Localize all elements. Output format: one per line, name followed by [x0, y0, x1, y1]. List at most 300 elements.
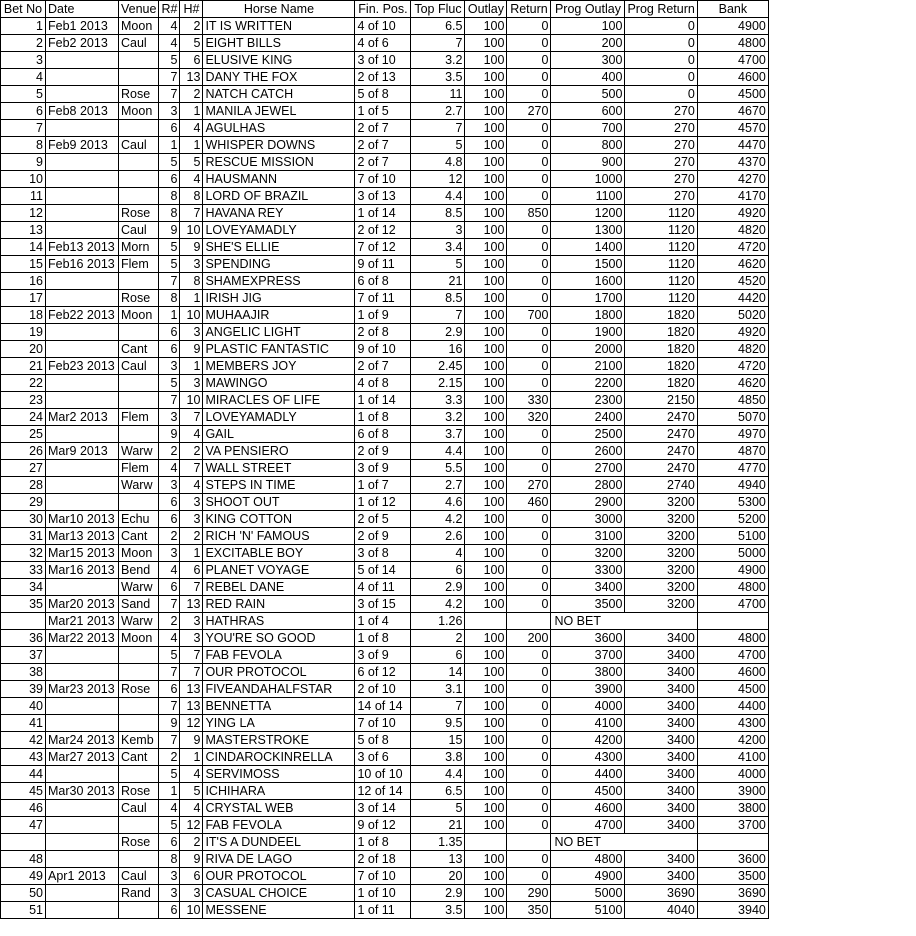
prog-return-cell[interactable]: 1120 [625, 222, 697, 239]
horse-name-cell[interactable]: RED RAIN [203, 596, 355, 613]
finish-position-cell[interactable]: 2 of 10 [355, 681, 411, 698]
bank-cell[interactable]: 3800 [697, 800, 768, 817]
prog-outlay-cell[interactable]: 4200 [551, 732, 625, 749]
horse-number-cell[interactable]: 7 [180, 664, 203, 681]
return-cell[interactable]: 700 [507, 307, 551, 324]
top-fluc-cell[interactable]: 4.2 [411, 596, 465, 613]
prog-outlay-cell[interactable]: 1500 [551, 256, 625, 273]
return-cell[interactable]: 0 [507, 222, 551, 239]
prog-return-cell[interactable]: 3400 [625, 817, 697, 834]
venue-cell[interactable]: Flem [119, 409, 159, 426]
prog-return-cell[interactable]: 270 [625, 154, 697, 171]
horse-name-cell[interactable]: IT IS WRITTEN [203, 18, 355, 35]
return-cell[interactable]: 0 [507, 443, 551, 460]
venue-cell[interactable]: Rose [119, 205, 159, 222]
race-number-cell[interactable]: 2 [159, 613, 180, 630]
top-fluc-cell[interactable]: 2.6 [411, 528, 465, 545]
bank-cell[interactable]: 3900 [697, 783, 768, 800]
outlay-cell[interactable]: 100 [465, 460, 507, 477]
prog-outlay-cell[interactable]: 900 [551, 154, 625, 171]
outlay-cell[interactable]: 100 [465, 715, 507, 732]
bet-no-cell[interactable]: 39 [1, 681, 46, 698]
race-number-cell[interactable]: 9 [159, 222, 180, 239]
horse-name-cell[interactable]: LORD OF BRAZIL [203, 188, 355, 205]
bank-cell[interactable]: 4300 [697, 715, 768, 732]
horse-name-cell[interactable]: HAVANA REY [203, 205, 355, 222]
bank-cell[interactable]: 4520 [697, 273, 768, 290]
finish-position-cell[interactable]: 2 of 7 [355, 154, 411, 171]
prog-outlay-cell[interactable]: 700 [551, 120, 625, 137]
prog-return-cell[interactable]: 3400 [625, 681, 697, 698]
date-cell[interactable]: Feb23 2013 [46, 358, 119, 375]
top-fluc-cell[interactable]: 4.2 [411, 511, 465, 528]
bet-no-cell[interactable]: 19 [1, 324, 46, 341]
return-cell[interactable]: 350 [507, 902, 551, 919]
horse-number-cell[interactable]: 12 [180, 715, 203, 732]
horse-number-cell[interactable]: 7 [180, 460, 203, 477]
venue-cell[interactable] [119, 52, 159, 69]
finish-position-cell[interactable]: 2 of 7 [355, 358, 411, 375]
prog-return-cell[interactable]: 3200 [625, 579, 697, 596]
date-cell[interactable] [46, 324, 119, 341]
bank-cell[interactable]: 3700 [697, 817, 768, 834]
header-bet-no[interactable]: Bet No [1, 1, 46, 18]
prog-return-cell[interactable]: 1820 [625, 324, 697, 341]
bet-no-cell[interactable] [1, 834, 46, 851]
bet-no-cell[interactable]: 7 [1, 120, 46, 137]
bet-no-cell[interactable]: 26 [1, 443, 46, 460]
prog-return-cell[interactable]: 3200 [625, 562, 697, 579]
venue-cell[interactable]: Bend [119, 562, 159, 579]
return-cell[interactable]: 0 [507, 69, 551, 86]
prog-return-cell[interactable]: 270 [625, 120, 697, 137]
return-cell[interactable]: 0 [507, 698, 551, 715]
bet-no-cell[interactable]: 36 [1, 630, 46, 647]
prog-outlay-cell[interactable]: 1800 [551, 307, 625, 324]
top-fluc-cell[interactable]: 4.6 [411, 494, 465, 511]
bet-no-cell[interactable]: 49 [1, 868, 46, 885]
return-cell[interactable]: 0 [507, 732, 551, 749]
prog-outlay-cell[interactable]: 2300 [551, 392, 625, 409]
race-number-cell[interactable]: 7 [159, 698, 180, 715]
top-fluc-cell[interactable]: 7 [411, 120, 465, 137]
bank-cell[interactable]: 4920 [697, 324, 768, 341]
bank-cell[interactable]: 4570 [697, 120, 768, 137]
prog-outlay-cell[interactable]: 4100 [551, 715, 625, 732]
bet-no-cell[interactable]: 27 [1, 460, 46, 477]
race-number-cell[interactable]: 6 [159, 494, 180, 511]
finish-position-cell[interactable]: 1 of 8 [355, 409, 411, 426]
date-cell[interactable] [46, 834, 119, 851]
bet-no-cell[interactable]: 20 [1, 341, 46, 358]
venue-cell[interactable] [119, 698, 159, 715]
header-outlay[interactable]: Outlay [465, 1, 507, 18]
finish-position-cell[interactable]: 1 of 12 [355, 494, 411, 511]
horse-number-cell[interactable]: 1 [180, 103, 203, 120]
venue-cell[interactable] [119, 188, 159, 205]
race-number-cell[interactable]: 8 [159, 290, 180, 307]
venue-cell[interactable] [119, 426, 159, 443]
race-number-cell[interactable]: 7 [159, 596, 180, 613]
bank-cell[interactable]: 4700 [697, 52, 768, 69]
prog-return-cell[interactable]: 1120 [625, 290, 697, 307]
horse-number-cell[interactable]: 4 [180, 426, 203, 443]
horse-name-cell[interactable]: FAB FEVOLA [203, 817, 355, 834]
bank-cell[interactable]: 5200 [697, 511, 768, 528]
race-number-cell[interactable]: 7 [159, 664, 180, 681]
bet-no-cell[interactable]: 13 [1, 222, 46, 239]
horse-number-cell[interactable]: 9 [180, 341, 203, 358]
header-race-number[interactable]: R# [159, 1, 180, 18]
bet-no-cell[interactable]: 9 [1, 154, 46, 171]
horse-number-cell[interactable]: 7 [180, 409, 203, 426]
top-fluc-cell[interactable]: 1.35 [411, 834, 465, 851]
race-number-cell[interactable]: 5 [159, 52, 180, 69]
race-number-cell[interactable]: 5 [159, 256, 180, 273]
finish-position-cell[interactable]: 1 of 7 [355, 477, 411, 494]
race-number-cell[interactable]: 8 [159, 188, 180, 205]
horse-name-cell[interactable]: WHISPER DOWNS [203, 137, 355, 154]
finish-position-cell[interactable]: 3 of 8 [355, 545, 411, 562]
top-fluc-cell[interactable]: 2.9 [411, 324, 465, 341]
bet-no-cell[interactable]: 12 [1, 205, 46, 222]
top-fluc-cell[interactable]: 12 [411, 171, 465, 188]
prog-outlay-cell[interactable]: 300 [551, 52, 625, 69]
prog-return-cell[interactable]: 270 [625, 103, 697, 120]
horse-name-cell[interactable]: MEMBERS JOY [203, 358, 355, 375]
finish-position-cell[interactable]: 2 of 5 [355, 511, 411, 528]
top-fluc-cell[interactable]: 6.5 [411, 783, 465, 800]
race-number-cell[interactable]: 3 [159, 103, 180, 120]
venue-cell[interactable] [119, 324, 159, 341]
horse-name-cell[interactable]: OUR PROTOCOL [203, 664, 355, 681]
outlay-cell[interactable]: 100 [465, 69, 507, 86]
bet-no-cell[interactable]: 35 [1, 596, 46, 613]
bet-no-cell[interactable] [1, 613, 46, 630]
race-number-cell[interactable]: 4 [159, 18, 180, 35]
outlay-cell[interactable]: 100 [465, 52, 507, 69]
race-number-cell[interactable]: 4 [159, 35, 180, 52]
bet-no-cell[interactable]: 14 [1, 239, 46, 256]
horse-name-cell[interactable]: HATHRAS [203, 613, 355, 630]
outlay-cell[interactable]: 100 [465, 664, 507, 681]
prog-outlay-cell[interactable]: 3100 [551, 528, 625, 545]
venue-cell[interactable]: Warw [119, 477, 159, 494]
prog-return-cell[interactable]: 3400 [625, 783, 697, 800]
outlay-cell[interactable]: 100 [465, 35, 507, 52]
race-number-cell[interactable]: 7 [159, 392, 180, 409]
horse-number-cell[interactable]: 2 [180, 18, 203, 35]
return-cell[interactable]: 200 [507, 630, 551, 647]
bank-cell[interactable]: 5000 [697, 545, 768, 562]
date-cell[interactable] [46, 222, 119, 239]
top-fluc-cell[interactable]: 5 [411, 256, 465, 273]
horse-number-cell[interactable]: 2 [180, 86, 203, 103]
venue-cell[interactable]: Rand [119, 885, 159, 902]
return-cell[interactable]: 0 [507, 766, 551, 783]
race-number-cell[interactable]: 8 [159, 851, 180, 868]
return-cell[interactable]: 0 [507, 460, 551, 477]
race-number-cell[interactable]: 6 [159, 324, 180, 341]
bet-no-cell[interactable]: 2 [1, 35, 46, 52]
date-cell[interactable]: Feb9 2013 [46, 137, 119, 154]
race-number-cell[interactable]: 6 [159, 511, 180, 528]
bet-no-cell[interactable]: 8 [1, 137, 46, 154]
race-number-cell[interactable]: 9 [159, 426, 180, 443]
bet-no-cell[interactable]: 31 [1, 528, 46, 545]
finish-position-cell[interactable]: 10 of 10 [355, 766, 411, 783]
venue-cell[interactable]: Rose [119, 783, 159, 800]
horse-number-cell[interactable]: 2 [180, 528, 203, 545]
horse-number-cell[interactable]: 6 [180, 868, 203, 885]
date-cell[interactable]: Mar20 2013 [46, 596, 119, 613]
horse-number-cell[interactable]: 13 [180, 596, 203, 613]
horse-name-cell[interactable]: SHOOT OUT [203, 494, 355, 511]
prog-outlay-cell[interactable]: 1600 [551, 273, 625, 290]
bank-cell[interactable]: 3500 [697, 868, 768, 885]
outlay-cell[interactable]: 100 [465, 681, 507, 698]
outlay-cell[interactable]: 100 [465, 902, 507, 919]
top-fluc-cell[interactable]: 5 [411, 800, 465, 817]
horse-name-cell[interactable]: MESSENE [203, 902, 355, 919]
horse-name-cell[interactable]: RESCUE MISSION [203, 154, 355, 171]
prog-outlay-cell[interactable]: 3200 [551, 545, 625, 562]
return-cell[interactable]: 0 [507, 562, 551, 579]
race-number-cell[interactable]: 6 [159, 902, 180, 919]
finish-position-cell[interactable]: 4 of 8 [355, 375, 411, 392]
bank-cell[interactable] [697, 834, 768, 851]
prog-return-cell[interactable]: 3400 [625, 766, 697, 783]
venue-cell[interactable]: Rose [119, 86, 159, 103]
date-cell[interactable] [46, 290, 119, 307]
horse-number-cell[interactable]: 3 [180, 630, 203, 647]
bank-cell[interactable]: 4940 [697, 477, 768, 494]
race-number-cell[interactable]: 1 [159, 783, 180, 800]
date-cell[interactable]: Mar30 2013 [46, 783, 119, 800]
race-number-cell[interactable]: 1 [159, 137, 180, 154]
header-horse-number[interactable]: H# [180, 1, 203, 18]
prog-return-cell[interactable]: 1820 [625, 375, 697, 392]
top-fluc-cell[interactable]: 3.5 [411, 69, 465, 86]
return-cell[interactable]: 0 [507, 545, 551, 562]
finish-position-cell[interactable]: 7 of 11 [355, 290, 411, 307]
top-fluc-cell[interactable]: 9.5 [411, 715, 465, 732]
date-cell[interactable] [46, 800, 119, 817]
prog-outlay-cell[interactable]: 3900 [551, 681, 625, 698]
horse-number-cell[interactable]: 8 [180, 273, 203, 290]
date-cell[interactable] [46, 885, 119, 902]
bank-cell[interactable]: 4820 [697, 222, 768, 239]
race-number-cell[interactable]: 6 [159, 834, 180, 851]
race-number-cell[interactable]: 6 [159, 120, 180, 137]
date-cell[interactable]: Mar22 2013 [46, 630, 119, 647]
bank-cell[interactable]: 4000 [697, 766, 768, 783]
top-fluc-cell[interactable]: 3.5 [411, 902, 465, 919]
prog-return-cell[interactable]: 0 [625, 35, 697, 52]
finish-position-cell[interactable]: 14 of 14 [355, 698, 411, 715]
horse-name-cell[interactable]: STEPS IN TIME [203, 477, 355, 494]
top-fluc-cell[interactable]: 16 [411, 341, 465, 358]
header-horse-name[interactable]: Horse Name [203, 1, 355, 18]
date-cell[interactable] [46, 86, 119, 103]
finish-position-cell[interactable]: 7 of 10 [355, 868, 411, 885]
venue-cell[interactable]: Rose [119, 834, 159, 851]
bet-no-cell[interactable]: 29 [1, 494, 46, 511]
return-cell[interactable]: 0 [507, 664, 551, 681]
bet-no-cell[interactable]: 4 [1, 69, 46, 86]
return-cell[interactable]: 0 [507, 749, 551, 766]
top-fluc-cell[interactable]: 5 [411, 137, 465, 154]
prog-return-cell[interactable]: 1120 [625, 239, 697, 256]
finish-position-cell[interactable]: 5 of 8 [355, 86, 411, 103]
outlay-cell[interactable]: 100 [465, 494, 507, 511]
prog-outlay-cell[interactable]: 3700 [551, 647, 625, 664]
bank-cell[interactable]: 4400 [697, 698, 768, 715]
race-number-cell[interactable]: 5 [159, 154, 180, 171]
date-cell[interactable] [46, 766, 119, 783]
horse-name-cell[interactable]: IT'S A DUNDEEL [203, 834, 355, 851]
top-fluc-cell[interactable]: 3.4 [411, 239, 465, 256]
race-number-cell[interactable]: 5 [159, 239, 180, 256]
prog-outlay-cell[interactable]: 100 [551, 18, 625, 35]
finish-position-cell[interactable]: 7 of 10 [355, 171, 411, 188]
outlay-cell[interactable]: 100 [465, 698, 507, 715]
horse-number-cell[interactable]: 10 [180, 902, 203, 919]
outlay-cell[interactable]: 100 [465, 647, 507, 664]
prog-return-cell[interactable]: 3200 [625, 511, 697, 528]
bet-no-cell[interactable]: 47 [1, 817, 46, 834]
return-cell[interactable]: 0 [507, 86, 551, 103]
date-cell[interactable]: Mar21 2013 [46, 613, 119, 630]
date-cell[interactable] [46, 341, 119, 358]
header-prog-return[interactable]: Prog Return [625, 1, 697, 18]
date-cell[interactable]: Mar24 2013 [46, 732, 119, 749]
bank-cell[interactable]: 4700 [697, 647, 768, 664]
outlay-cell[interactable]: 100 [465, 545, 507, 562]
venue-cell[interactable] [119, 715, 159, 732]
bank-cell[interactable]: 3940 [697, 902, 768, 919]
top-fluc-cell[interactable]: 4.4 [411, 766, 465, 783]
return-cell[interactable]: 0 [507, 358, 551, 375]
prog-outlay-cell[interactable]: 400 [551, 69, 625, 86]
horse-number-cell[interactable]: 2 [180, 834, 203, 851]
return-cell[interactable]: 0 [507, 426, 551, 443]
return-cell[interactable]: 0 [507, 273, 551, 290]
horse-name-cell[interactable]: GAIL [203, 426, 355, 443]
race-number-cell[interactable]: 3 [159, 477, 180, 494]
outlay-cell[interactable]: 100 [465, 511, 507, 528]
horse-name-cell[interactable]: MAWINGO [203, 375, 355, 392]
venue-cell[interactable]: Caul [119, 868, 159, 885]
horse-name-cell[interactable]: EIGHT BILLS [203, 35, 355, 52]
bank-cell[interactable]: 4920 [697, 205, 768, 222]
venue-cell[interactable]: Moon [119, 545, 159, 562]
outlay-cell[interactable]: 100 [465, 103, 507, 120]
top-fluc-cell[interactable]: 3.8 [411, 749, 465, 766]
bet-no-cell[interactable]: 6 [1, 103, 46, 120]
prog-outlay-cell[interactable]: 1900 [551, 324, 625, 341]
horse-number-cell[interactable]: 9 [180, 851, 203, 868]
finish-position-cell[interactable]: 1 of 5 [355, 103, 411, 120]
outlay-cell[interactable]: 100 [465, 137, 507, 154]
bet-no-cell[interactable]: 28 [1, 477, 46, 494]
top-fluc-cell[interactable]: 2.45 [411, 358, 465, 375]
prog-outlay-cell[interactable]: 1700 [551, 290, 625, 307]
horse-number-cell[interactable]: 6 [180, 52, 203, 69]
bank-cell[interactable]: 4270 [697, 171, 768, 188]
date-cell[interactable]: Mar10 2013 [46, 511, 119, 528]
return-cell[interactable]: 290 [507, 885, 551, 902]
finish-position-cell[interactable]: 2 of 9 [355, 528, 411, 545]
bank-cell[interactable]: 4850 [697, 392, 768, 409]
top-fluc-cell[interactable]: 6 [411, 647, 465, 664]
finish-position-cell[interactable]: 3 of 14 [355, 800, 411, 817]
date-cell[interactable] [46, 851, 119, 868]
outlay-cell[interactable]: 100 [465, 732, 507, 749]
horse-number-cell[interactable]: 3 [180, 885, 203, 902]
prog-outlay-cell[interactable]: 4600 [551, 800, 625, 817]
top-fluc-cell[interactable]: 20 [411, 868, 465, 885]
prog-outlay-cell[interactable]: 4400 [551, 766, 625, 783]
race-number-cell[interactable]: 3 [159, 868, 180, 885]
prog-outlay-cell[interactable]: 3400 [551, 579, 625, 596]
bet-no-cell[interactable]: 40 [1, 698, 46, 715]
bank-cell[interactable]: 4500 [697, 86, 768, 103]
venue-cell[interactable] [119, 154, 159, 171]
header-prog-outlay[interactable]: Prog Outlay [551, 1, 625, 18]
header-finish-position[interactable]: Fin. Pos. [355, 1, 411, 18]
horse-number-cell[interactable]: 3 [180, 256, 203, 273]
horse-name-cell[interactable]: IRISH JIG [203, 290, 355, 307]
bank-cell[interactable]: 4800 [697, 35, 768, 52]
prog-return-cell[interactable]: 2470 [625, 460, 697, 477]
outlay-cell[interactable]: 100 [465, 409, 507, 426]
venue-cell[interactable] [119, 766, 159, 783]
bet-no-cell[interactable]: 38 [1, 664, 46, 681]
venue-cell[interactable]: Warw [119, 443, 159, 460]
top-fluc-cell[interactable]: 2.9 [411, 579, 465, 596]
finish-position-cell[interactable]: 3 of 9 [355, 647, 411, 664]
bank-cell[interactable]: 5070 [697, 409, 768, 426]
bet-no-cell[interactable]: 34 [1, 579, 46, 596]
outlay-cell[interactable]: 100 [465, 426, 507, 443]
prog-outlay-cell[interactable]: 5100 [551, 902, 625, 919]
horse-name-cell[interactable]: CRYSTAL WEB [203, 800, 355, 817]
race-number-cell[interactable]: 2 [159, 528, 180, 545]
top-fluc-cell[interactable]: 6.5 [411, 18, 465, 35]
outlay-cell[interactable]: 100 [465, 358, 507, 375]
top-fluc-cell[interactable]: 7 [411, 307, 465, 324]
date-cell[interactable] [46, 273, 119, 290]
horse-name-cell[interactable]: AGULHAS [203, 120, 355, 137]
bank-cell[interactable] [697, 613, 768, 630]
horse-name-cell[interactable]: YOU'RE SO GOOD [203, 630, 355, 647]
prog-outlay-cell[interactable]: 3800 [551, 664, 625, 681]
return-cell[interactable]: 0 [507, 715, 551, 732]
bank-cell[interactable]: 4620 [697, 375, 768, 392]
horse-name-cell[interactable]: SHE'S ELLIE [203, 239, 355, 256]
finish-position-cell[interactable]: 5 of 8 [355, 732, 411, 749]
outlay-cell[interactable]: 100 [465, 86, 507, 103]
horse-number-cell[interactable]: 1 [180, 749, 203, 766]
bank-cell[interactable]: 5300 [697, 494, 768, 511]
finish-position-cell[interactable]: 2 of 12 [355, 222, 411, 239]
venue-cell[interactable] [119, 171, 159, 188]
horse-number-cell[interactable]: 1 [180, 290, 203, 307]
outlay-cell[interactable]: 100 [465, 324, 507, 341]
top-fluc-cell[interactable]: 14 [411, 664, 465, 681]
return-cell[interactable]: 0 [507, 341, 551, 358]
